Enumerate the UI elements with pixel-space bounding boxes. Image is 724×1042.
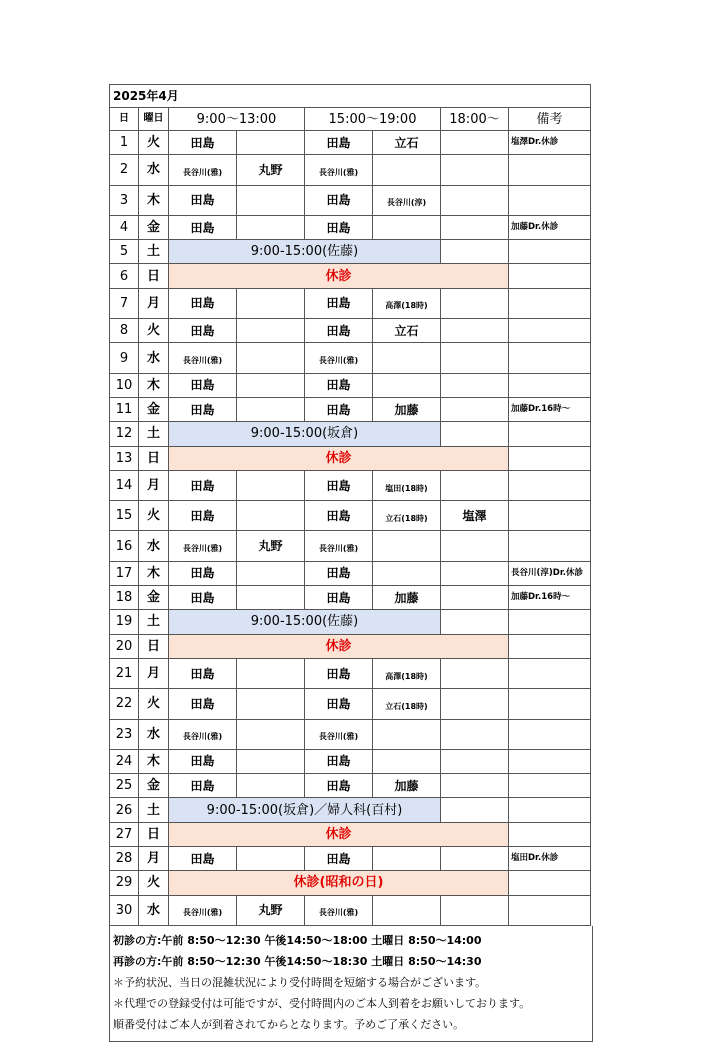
weekday: 水 [139, 895, 169, 925]
afternoon-doctor-1: 田島 [305, 774, 373, 798]
notes-cell: 加藤Dr.16時～ [509, 397, 591, 421]
notes-cell [509, 822, 591, 846]
notes-cell [509, 470, 591, 500]
morning-doctor-2 [237, 586, 305, 610]
weekday: 火 [139, 131, 169, 155]
day-number: 5 [110, 240, 139, 264]
evening-doctor [441, 470, 509, 500]
morning-doctor-2 [237, 689, 305, 719]
morning-doctor-1: 田島 [169, 131, 237, 155]
day-number: 4 [110, 215, 139, 239]
notes-cell [509, 501, 591, 531]
morning-doctor-1: 田島 [169, 373, 237, 397]
evening-doctor [441, 373, 509, 397]
day-number: 13 [110, 446, 139, 470]
afternoon-doctor-2 [373, 561, 441, 585]
morning-doctor-1: 長谷川(雅) [169, 155, 237, 185]
notes-cell: 長谷川(淳)Dr.休診 [509, 561, 591, 585]
schedule-row [110, 470, 591, 500]
weekday: 木 [139, 185, 169, 215]
notes-cell [509, 155, 591, 185]
closed-day: 休診 [169, 822, 509, 846]
afternoon-doctor-2 [373, 343, 441, 373]
closed-day: 休診 [169, 634, 509, 658]
afternoon-doctor-2: 立石 [373, 131, 441, 155]
footer-line: 初診の方:午前 8:50～12:30 午後14:50～18:00 土曜日 8:50～14:00 [113, 933, 482, 947]
afternoon-doctor-1: 田島 [305, 689, 373, 719]
morning-doctor-1: 長谷川(雅) [169, 895, 237, 925]
weekday: 月 [139, 658, 169, 688]
afternoon-doctor-2 [373, 155, 441, 185]
evening-doctor [441, 719, 509, 749]
schedule-row [110, 264, 591, 288]
morning-doctor-1: 田島 [169, 749, 237, 773]
notes-cell [509, 288, 591, 318]
weekday: 日 [139, 264, 169, 288]
schedule-sheet [109, 84, 590, 1042]
notes-cell [509, 422, 591, 446]
notes-cell [509, 531, 591, 561]
morning-doctor-2 [237, 658, 305, 688]
schedule-row [110, 774, 591, 798]
schedule-row [110, 634, 591, 658]
weekday: 土 [139, 422, 169, 446]
header-weekday: 曜日 [139, 108, 169, 131]
header-day: 日 [110, 108, 139, 131]
footer-line: 順番受付はご本人が到着されてからとなります。予めご了承ください。 [113, 1017, 465, 1031]
notes-cell: 塩田Dr.休診 [509, 847, 591, 871]
schedule-row [110, 446, 591, 470]
saturday-hours: 9:00-15:00(佐藤) [169, 240, 441, 264]
schedule-row [110, 288, 591, 318]
evening-doctor: 塩澤 [441, 501, 509, 531]
notes-cell [509, 240, 591, 264]
afternoon-doctor-1: 田島 [305, 658, 373, 688]
day-number: 14 [110, 470, 139, 500]
evening-doctor [441, 343, 509, 373]
day-number: 2 [110, 155, 139, 185]
weekday: 水 [139, 343, 169, 373]
schedule-title: 2025年4月 [110, 85, 591, 108]
morning-doctor-2 [237, 343, 305, 373]
morning-doctor-1: 田島 [169, 689, 237, 719]
afternoon-doctor-1: 田島 [305, 749, 373, 773]
day-number: 11 [110, 397, 139, 421]
evening-doctor [441, 185, 509, 215]
reception-hours-footer [109, 926, 593, 1042]
afternoon-doctor-2: 塩田(18時) [373, 470, 441, 500]
day-number: 24 [110, 749, 139, 773]
morning-doctor-1: 田島 [169, 847, 237, 871]
schedule-row [110, 215, 591, 239]
afternoon-doctor-1: 田島 [305, 185, 373, 215]
evening-doctor [441, 847, 509, 871]
schedule-row [110, 822, 591, 846]
footer-line: ＊予約状況、当日の混雑状況により受付時間を短縮する場合がございます。 [113, 975, 487, 989]
morning-doctor-2 [237, 185, 305, 215]
morning-doctor-1: 長谷川(雅) [169, 719, 237, 749]
header-evening: 18:00～ [441, 108, 509, 131]
morning-doctor-2 [237, 774, 305, 798]
afternoon-doctor-1: 田島 [305, 501, 373, 531]
afternoon-doctor-2: 長谷川(淳) [373, 185, 441, 215]
afternoon-doctor-2: 加藤 [373, 774, 441, 798]
morning-doctor-2 [237, 470, 305, 500]
afternoon-doctor-1: 長谷川(雅) [305, 343, 373, 373]
header-afternoon: 15:00～19:00 [305, 108, 441, 131]
morning-doctor-2 [237, 215, 305, 239]
afternoon-doctor-1: 田島 [305, 397, 373, 421]
evening-doctor [441, 774, 509, 798]
notes-cell [509, 634, 591, 658]
saturday-hours: 9:00-15:00(坂倉) [169, 422, 441, 446]
afternoon-doctor-2: 加藤 [373, 397, 441, 421]
notes-cell [509, 798, 591, 822]
notes-cell: 塩澤Dr.休診 [509, 131, 591, 155]
notes-cell [509, 689, 591, 719]
day-number: 17 [110, 561, 139, 585]
afternoon-doctor-1: 長谷川(雅) [305, 531, 373, 561]
weekday: 水 [139, 155, 169, 185]
afternoon-doctor-1: 田島 [305, 373, 373, 397]
notes-cell [509, 719, 591, 749]
schedule-row [110, 501, 591, 531]
weekday: 日 [139, 634, 169, 658]
day-number: 9 [110, 343, 139, 373]
afternoon-doctor-1: 田島 [305, 586, 373, 610]
schedule-row [110, 689, 591, 719]
afternoon-doctor-2: 立石(18時) [373, 689, 441, 719]
schedule-row [110, 847, 591, 871]
weekday: 火 [139, 689, 169, 719]
weekday: 火 [139, 319, 169, 343]
day-number: 19 [110, 610, 139, 634]
weekday: 月 [139, 847, 169, 871]
morning-doctor-2 [237, 397, 305, 421]
evening-doctor [441, 749, 509, 773]
notes-cell [509, 749, 591, 773]
afternoon-doctor-2: 高澤(18時) [373, 288, 441, 318]
weekday: 金 [139, 397, 169, 421]
morning-doctor-2 [237, 561, 305, 585]
schedule-row [110, 185, 591, 215]
morning-doctor-2 [237, 847, 305, 871]
saturday-hours: 9:00-15:00(坂倉)／婦人科(百村) [169, 798, 441, 822]
schedule-row [110, 586, 591, 610]
morning-doctor-2: 丸野 [237, 895, 305, 925]
afternoon-doctor-2: 加藤 [373, 586, 441, 610]
evening-doctor [441, 155, 509, 185]
afternoon-doctor-1: 田島 [305, 215, 373, 239]
schedule-row [110, 131, 591, 155]
notes-cell [509, 774, 591, 798]
day-number: 21 [110, 658, 139, 688]
notes-cell [509, 343, 591, 373]
saturday-hours: 9:00-15:00(佐藤) [169, 610, 441, 634]
schedule-row [110, 155, 591, 185]
morning-doctor-1: 長谷川(雅) [169, 343, 237, 373]
weekday: 日 [139, 446, 169, 470]
afternoon-doctor-2: 高澤(18時) [373, 658, 441, 688]
evening-doctor [441, 422, 509, 446]
evening-doctor [441, 689, 509, 719]
notes-cell [509, 610, 591, 634]
day-number: 6 [110, 264, 139, 288]
weekday: 土 [139, 610, 169, 634]
day-number: 15 [110, 501, 139, 531]
morning-doctor-2 [237, 288, 305, 318]
day-number: 1 [110, 131, 139, 155]
morning-doctor-2 [237, 373, 305, 397]
afternoon-doctor-1: 長谷川(雅) [305, 895, 373, 925]
evening-doctor [441, 240, 509, 264]
weekday: 月 [139, 470, 169, 500]
morning-doctor-1: 田島 [169, 586, 237, 610]
notes-cell: 加藤Dr.16時～ [509, 586, 591, 610]
day-number: 26 [110, 798, 139, 822]
morning-doctor-1: 田島 [169, 288, 237, 318]
day-number: 27 [110, 822, 139, 846]
morning-doctor-2 [237, 719, 305, 749]
notes-cell [509, 319, 591, 343]
schedule-row [110, 240, 591, 264]
footer-line: 再診の方:午前 8:50～12:30 午後14:50～18:30 土曜日 8:50～14:30 [113, 954, 482, 968]
closed-day: 休診(昭和の日) [169, 871, 509, 895]
evening-doctor [441, 215, 509, 239]
weekday: 金 [139, 215, 169, 239]
weekday: 土 [139, 240, 169, 264]
weekday: 火 [139, 501, 169, 531]
day-number: 10 [110, 373, 139, 397]
day-number: 16 [110, 531, 139, 561]
day-number: 23 [110, 719, 139, 749]
evening-doctor [441, 610, 509, 634]
notes-cell [509, 895, 591, 925]
morning-doctor-1: 田島 [169, 470, 237, 500]
morning-doctor-1: 田島 [169, 397, 237, 421]
weekday: 水 [139, 531, 169, 561]
header-row [110, 108, 591, 131]
afternoon-doctor-1: 田島 [305, 847, 373, 871]
evening-doctor [441, 397, 509, 421]
evening-doctor [441, 798, 509, 822]
day-number: 18 [110, 586, 139, 610]
afternoon-doctor-2 [373, 847, 441, 871]
afternoon-doctor-1: 田島 [305, 288, 373, 318]
day-number: 29 [110, 871, 139, 895]
afternoon-doctor-1: 長谷川(雅) [305, 719, 373, 749]
morning-doctor-1: 田島 [169, 561, 237, 585]
schedule-row [110, 343, 591, 373]
morning-doctor-1: 長谷川(雅) [169, 531, 237, 561]
morning-doctor-2: 丸野 [237, 155, 305, 185]
evening-doctor [441, 561, 509, 585]
morning-doctor-2 [237, 749, 305, 773]
schedule-row [110, 719, 591, 749]
day-number: 30 [110, 895, 139, 925]
schedule-row [110, 373, 591, 397]
schedule-row [110, 319, 591, 343]
header-notes: 備考 [509, 108, 591, 131]
afternoon-doctor-2 [373, 373, 441, 397]
day-number: 8 [110, 319, 139, 343]
morning-doctor-1: 田島 [169, 319, 237, 343]
weekday: 月 [139, 288, 169, 318]
afternoon-doctor-2 [373, 719, 441, 749]
morning-doctor-1: 田島 [169, 774, 237, 798]
afternoon-doctor-1: 長谷川(雅) [305, 155, 373, 185]
weekday: 木 [139, 749, 169, 773]
schedule-row [110, 749, 591, 773]
evening-doctor [441, 658, 509, 688]
afternoon-doctor-1: 田島 [305, 319, 373, 343]
day-number: 28 [110, 847, 139, 871]
day-number: 25 [110, 774, 139, 798]
afternoon-doctor-2 [373, 531, 441, 561]
morning-doctor-2 [237, 131, 305, 155]
schedule-row [110, 871, 591, 895]
evening-doctor [441, 319, 509, 343]
afternoon-doctor-1: 田島 [305, 470, 373, 500]
day-number: 7 [110, 288, 139, 318]
footer-line: ＊代理での登録受付は可能ですが、受付時間内のご本人到着をお願いしております。 [113, 996, 531, 1010]
weekday: 土 [139, 798, 169, 822]
weekday: 日 [139, 822, 169, 846]
weekday: 金 [139, 586, 169, 610]
notes-cell: 加藤Dr.休診 [509, 215, 591, 239]
weekday: 水 [139, 719, 169, 749]
notes-cell [509, 373, 591, 397]
afternoon-doctor-2 [373, 749, 441, 773]
day-number: 22 [110, 689, 139, 719]
afternoon-doctor-2: 立石(18時) [373, 501, 441, 531]
morning-doctor-1: 田島 [169, 185, 237, 215]
morning-doctor-1: 田島 [169, 658, 237, 688]
morning-doctor-2 [237, 501, 305, 531]
schedule-row [110, 658, 591, 688]
closed-day: 休診 [169, 446, 509, 470]
evening-doctor [441, 586, 509, 610]
weekday: 木 [139, 561, 169, 585]
afternoon-doctor-2: 立石 [373, 319, 441, 343]
notes-cell [509, 185, 591, 215]
schedule-row [110, 422, 591, 446]
schedule-row [110, 561, 591, 585]
weekday: 火 [139, 871, 169, 895]
schedule-row [110, 798, 591, 822]
day-number: 3 [110, 185, 139, 215]
afternoon-doctor-2 [373, 215, 441, 239]
weekday: 木 [139, 373, 169, 397]
afternoon-doctor-1: 田島 [305, 561, 373, 585]
evening-doctor [441, 895, 509, 925]
header-morning: 9:00～13:00 [169, 108, 305, 131]
notes-cell [509, 658, 591, 688]
morning-doctor-1: 田島 [169, 501, 237, 531]
day-number: 20 [110, 634, 139, 658]
morning-doctor-2 [237, 319, 305, 343]
schedule-row [110, 895, 591, 925]
day-number: 12 [110, 422, 139, 446]
notes-cell [509, 264, 591, 288]
afternoon-doctor-2 [373, 895, 441, 925]
notes-cell [509, 871, 591, 895]
schedule-table [109, 84, 591, 926]
schedule-row [110, 397, 591, 421]
title-row [110, 85, 591, 108]
weekday: 金 [139, 774, 169, 798]
afternoon-doctor-1: 田島 [305, 131, 373, 155]
schedule-row [110, 610, 591, 634]
notes-cell [509, 446, 591, 470]
morning-doctor-2: 丸野 [237, 531, 305, 561]
evening-doctor [441, 531, 509, 561]
schedule-row [110, 531, 591, 561]
morning-doctor-1: 田島 [169, 215, 237, 239]
evening-doctor [441, 131, 509, 155]
evening-doctor [441, 288, 509, 318]
closed-day: 休診 [169, 264, 509, 288]
